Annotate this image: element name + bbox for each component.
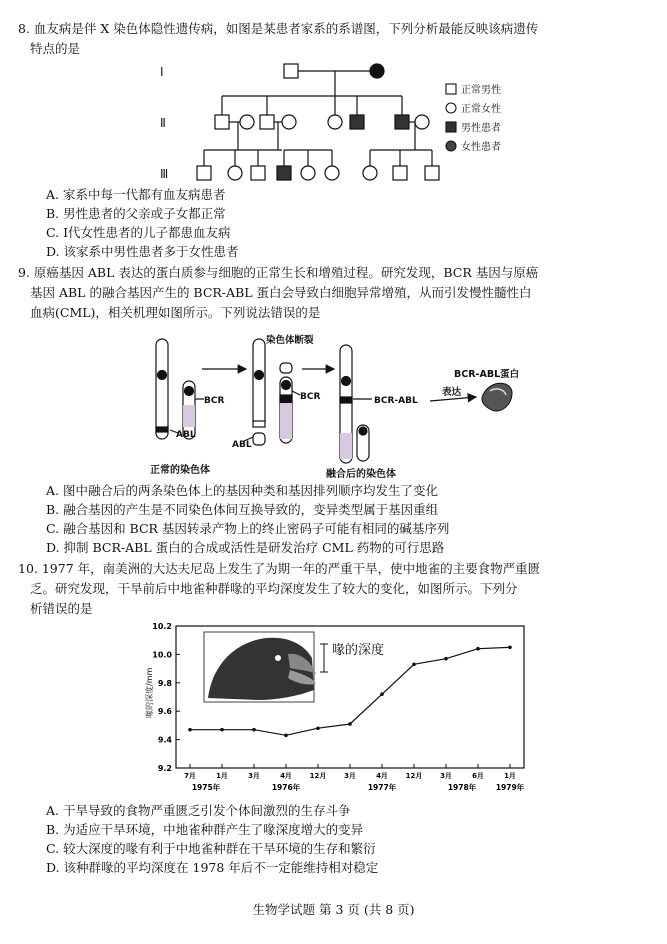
gen3-female-3	[325, 166, 339, 180]
q10-option-a: A. 干旱导致的食物严重匮乏引发个体间激烈的生存斗争	[46, 803, 351, 818]
q10-stem-line1: 10. 1977 年，南美洲的大达夫尼岛上发生了为期一年的严重干旱，使中地雀的主要食物严重匮	[18, 561, 541, 576]
q10-option-b: B. 为适应干旱环境，中地雀种群产生了喙深度增大的变异	[46, 822, 364, 837]
gen2-spouse-female-2	[415, 115, 429, 129]
q10-option-d: D. 该种群喙的平均深度在 1978 年后不一定能维持相对稳定	[46, 860, 379, 875]
q9-option-d: D. 抑制 BCR-ABL 蛋白的合成或活性是研发治疗 CML 药物的可行思路	[46, 540, 445, 555]
label-abl-right: ABL	[232, 440, 252, 450]
q8-option-c: C. Ⅰ代女性患者的儿子都患血友病	[46, 225, 231, 240]
x-tick-label: 3月	[440, 772, 452, 780]
x-tick-label: 3月	[248, 772, 260, 780]
beak-depth-chart	[138, 618, 538, 800]
q8-stem-line1: 8. 血友病是伴 X 染色体隐性遗传病，如图是某患者家系的系谱图，下列分析最能反映该病遗传	[18, 21, 539, 36]
legend-affected-female-icon	[446, 141, 456, 151]
x-year-label: 1979年	[495, 783, 525, 792]
q9-stem-line2: 基因 ABL 的融合基因产生的 BCR-ABL 蛋白会导致白细胞异常增殖，从而引发慢性髓性白	[30, 285, 532, 300]
q8-stem-line2: 特点的是	[30, 41, 81, 56]
q9-stem-line3: 血病(CML)，相关机理如图所示。下列说法错误的是	[30, 305, 321, 320]
gen3-female-1	[228, 166, 242, 180]
chromosome-fusion-figure	[140, 333, 540, 481]
gen1-affected-female	[370, 64, 384, 78]
label-abl-left: ABL	[176, 430, 196, 440]
y-tick-label: 9.8	[157, 678, 172, 688]
legend-normal-female-icon	[446, 103, 456, 113]
gen2-female-2	[328, 115, 342, 129]
q8-option-d: D. 该家系中男性患者多于女性患者	[46, 244, 239, 259]
finch-head-illustration	[204, 632, 316, 702]
gen2-spouse-male	[260, 115, 274, 129]
label-break: 染色体断裂	[266, 335, 314, 346]
gen3-affected-male	[277, 166, 291, 180]
q9-option-c: C. 融合基因和 BCR 基因转录产物上的终止密码子可能有相同的碱基序列	[46, 521, 450, 536]
x-tick-label: 12月	[309, 772, 327, 780]
x-year-label: 1978年	[447, 783, 477, 792]
data-point	[220, 728, 224, 732]
x-tick-label: 1月	[504, 772, 516, 780]
legend-affected-male-icon	[446, 122, 456, 132]
x-tick-label: 4月	[280, 772, 292, 780]
x-year-label: 1977年	[367, 783, 397, 792]
label-protein: BCR-ABL蛋白	[454, 369, 520, 380]
caption-fused: 融合后的染色体	[326, 469, 396, 480]
legend-normal-male: 正常男性	[461, 85, 501, 96]
x-tick-label: 12月	[405, 772, 423, 780]
x-year-label: 1976年	[271, 783, 301, 792]
x-tick-label: 1月	[216, 772, 228, 780]
data-point	[284, 734, 288, 738]
data-point	[508, 646, 512, 650]
data-point	[444, 657, 448, 661]
y-tick-label: 9.2	[157, 764, 172, 773]
gen2-female-1	[282, 115, 296, 129]
gen-label-I: Ⅰ	[160, 65, 164, 79]
q8-option-b: B. 男性患者的父亲或子女都正常	[46, 206, 226, 221]
y-axis-label: 喙的深度/mm	[145, 667, 154, 718]
broken-chromosome-long	[253, 339, 265, 427]
gen2-male-1	[215, 115, 229, 129]
q9-option-b: B. 融合基因的产生是不同染色体间互换导致的，变异类型属于基因重组	[46, 502, 439, 517]
gen-label-III: Ⅲ	[160, 167, 169, 181]
data-point	[412, 663, 416, 667]
label-bcr-right: BCR	[300, 392, 321, 402]
x-tick-label: 6月	[472, 772, 484, 780]
gen3-male-2	[251, 166, 265, 180]
legend-affected-male: 男性患者	[461, 123, 501, 134]
gen3-male-4	[425, 166, 439, 180]
data-point	[380, 692, 384, 696]
q9-stem-line1: 9. 原癌基因 ABL 表达的蛋白质参与细胞的正常生长和增殖过程。研究发现，BCR 基因与原癌	[18, 265, 539, 280]
gen-label-II: Ⅱ	[160, 116, 166, 130]
gen3-female-4	[363, 166, 377, 180]
q10-option-c: C. 较大深度的喙有利于中地雀种群在干旱环境的生存和繁衍	[46, 841, 376, 856]
legend-affected-female: 女性患者	[461, 142, 501, 153]
legend-normal-male-icon	[446, 84, 456, 94]
gen3-male-3	[393, 166, 407, 180]
y-tick-label: 10.2	[152, 622, 172, 631]
data-point	[316, 726, 320, 730]
q9-option-a: A. 图中融合后的两条染色体上的基因种类和基因排列顺序均发生了变化	[46, 483, 438, 498]
pedigree-figure	[160, 58, 520, 186]
annotation-beak-depth: 喙的深度	[332, 643, 385, 658]
gen2-affected-male-2	[395, 115, 409, 129]
label-express: 表达	[442, 387, 462, 398]
x-year-label: 1975年	[191, 783, 221, 792]
gen1-male	[284, 64, 298, 78]
normal-chromosome-long	[156, 339, 168, 439]
gen3-male-1	[197, 166, 211, 180]
protein-icon	[482, 383, 512, 411]
x-tick-label: 3月	[344, 772, 356, 780]
caption-normal: 正常的染色体	[150, 465, 210, 476]
q10-stem-line3: 析错误的是	[30, 601, 93, 616]
q8-option-a: A. 家系中每一代都有血友病患者	[46, 187, 226, 202]
legend-normal-female: 正常女性	[461, 104, 501, 115]
data-point	[188, 728, 192, 732]
label-fusion: BCR-ABL	[374, 396, 418, 406]
gen2-spouse-female	[240, 115, 254, 129]
q10-stem-line2: 乏。研究发现，干旱前后中地雀种群喙的平均深度发生了较大的变化，如图所示。下列分	[30, 581, 518, 596]
gen2-affected-male	[350, 115, 364, 129]
data-point	[252, 728, 256, 732]
y-tick-label: 9.6	[157, 707, 172, 717]
broken-chromosome-short	[280, 363, 292, 373]
page-footer: 生物学试题 第 3 页 (共 8 页)	[252, 902, 415, 917]
y-tick-label: 10.0	[152, 650, 172, 660]
label-bcr-left: BCR	[204, 396, 225, 406]
x-tick-label: 7月	[184, 772, 196, 780]
y-tick-label: 9.4	[157, 735, 172, 745]
x-tick-label: 4月	[376, 772, 388, 780]
gen3-female-2	[301, 166, 315, 180]
data-point	[476, 647, 480, 651]
data-point	[348, 722, 352, 726]
